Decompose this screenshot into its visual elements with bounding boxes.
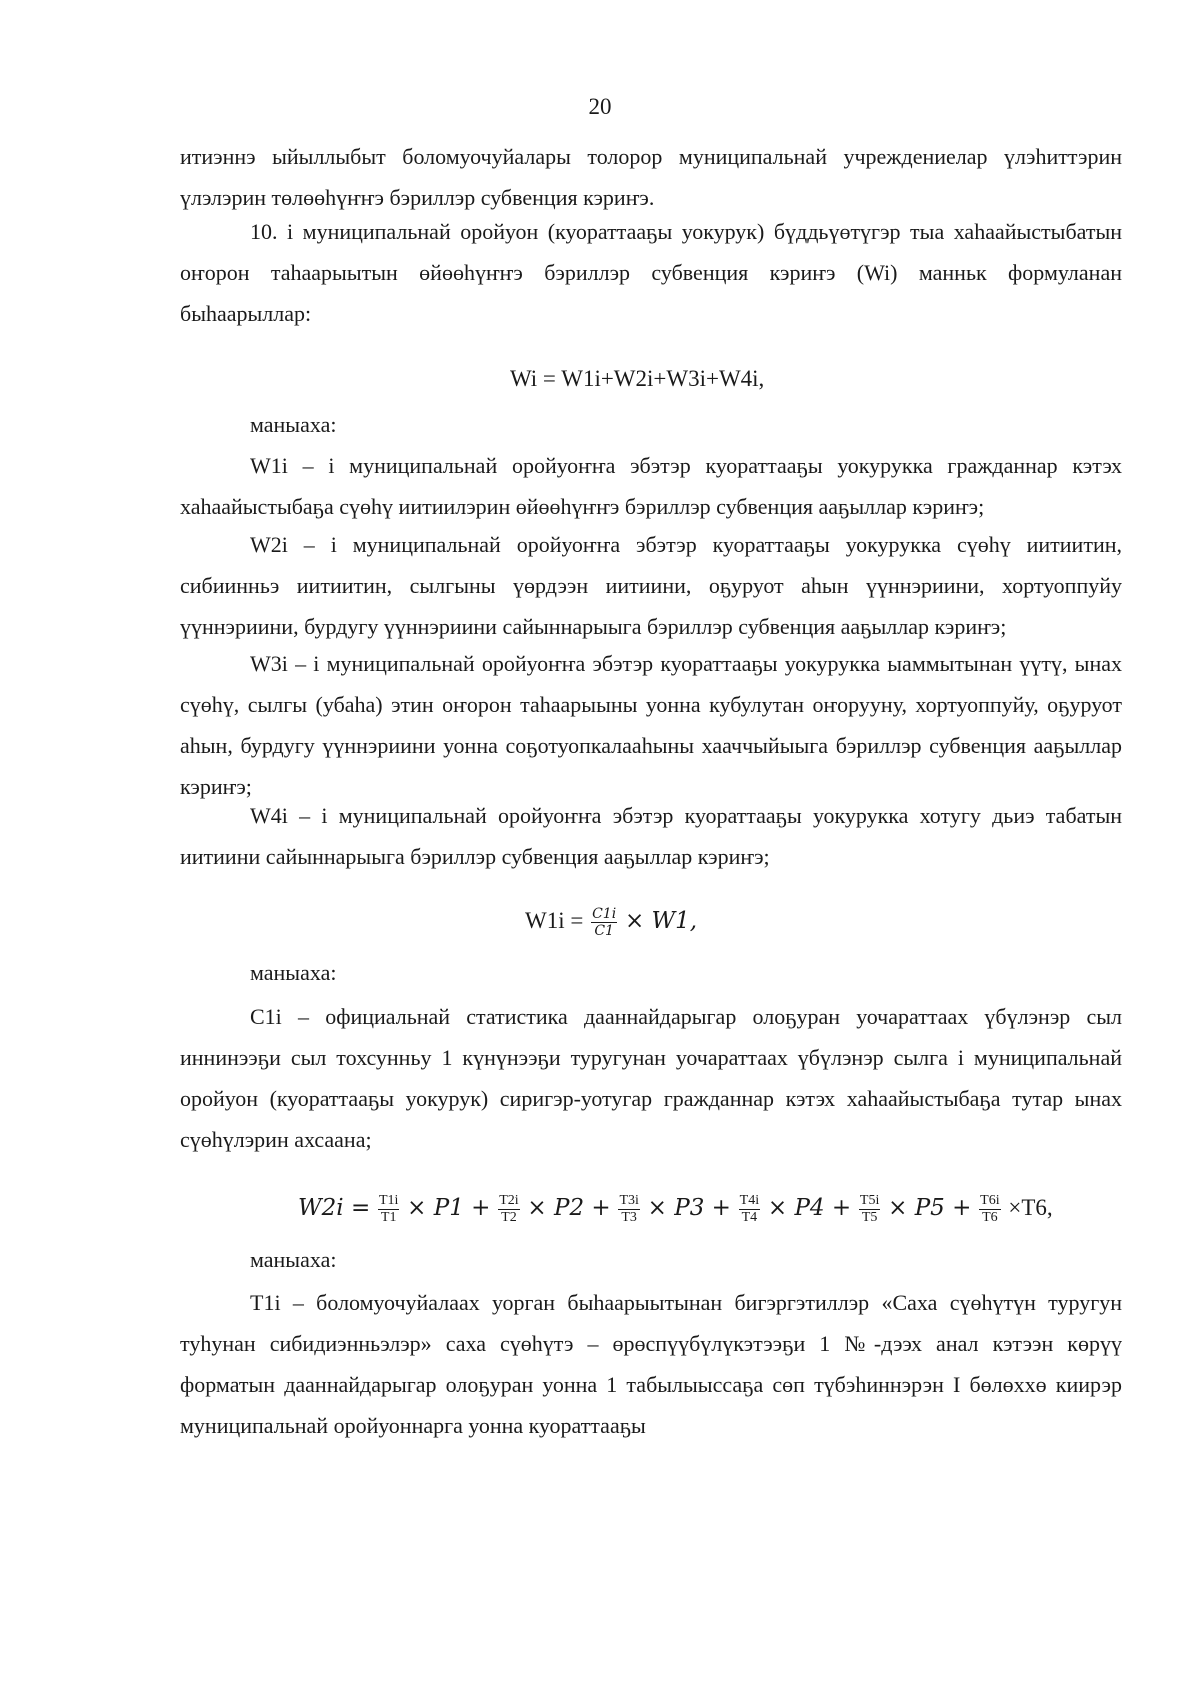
term-4-numerator: T4i [739,1193,760,1208]
formula-w1i-fraction [591,906,617,939]
definition-c1i: C1i – официальнай статистика дааннайдарыгар олоҕуран уочараттаах үбүлэнэр сыл иннинээҕи сыл тохсунньу 1 күнүнээҕи туругунан уочараттаах үбүлэнэр сылга i муниципальнай оройуон (куораттааҕы уокурук) сиригэр-уотугар гражданнар кэтэх хаһаайыстыбаҕа тутар ынах сүөһүлэрин ахсаана; [180,1004,1122,1152]
formula-w1i-rhs: × W1, [624,907,698,934]
term-5-operator: × P5 + [888,1194,972,1221]
fraction-numerator: C1i [592,906,617,922]
formula-w1i-lhs: W1i = [525,907,584,933]
term-1-numerator: T1i [378,1193,399,1208]
term-6-operator: ×T6, [1008,1194,1053,1220]
term-4-denominator: T4 [739,1209,760,1226]
term-1-denominator: T1 [378,1209,399,1226]
term-6-fraction [979,1193,1000,1226]
where-label-2: маныаха: [250,960,337,985]
term-5-numerator: T5i [859,1193,880,1208]
formula-wi: Wi = W1i+W2i+W3i+W4i, [510,366,765,391]
term-4-operator: × P4 + [767,1194,852,1221]
definition-w2i: W2i – i муниципальнай оройуоҥҥа эбэтэр куораттааҕы уокурукка сүөһү иитиитин, сибиинньэ иитиитин, сылгыны үөрдээн иитиини, оҕуруот аһын үүннэриини, хортуоппуйу үүннэриини, бурдугу үүннэриини сайыннарыыга бэриллэр субвенция ааҕыллар кэриҥэ; [180,532,1122,639]
term-6-denominator: T6 [979,1209,1000,1226]
formula-w2i [298,1193,1053,1226]
term-3-numerator: T3i [619,1193,639,1208]
term-1-fraction [378,1193,399,1226]
term-3-denominator: T3 [618,1209,639,1226]
term-6-numerator: T6i [980,1193,1000,1208]
definition-w3i: W3i – i муниципальнай оройуоҥҥа эбэтэр куораттааҕы уокурукка ыаммытынан үүтү, ынах сүөһү, сылгы (убаһа) этин оҥорон таһаарыыны уонна кубулутан оҥорууну, хортуоппуйу, оҕуруот аһын, бурдугу үүннэриини уонна соҕотуопкалааһыны хааччыйыыга бэриллэр субвенция ааҕыллар кэриҥэ; [180,651,1122,799]
formula-w1i [525,906,697,939]
term-5-denominator: T5 [859,1209,880,1226]
page-number: 20 [588,94,612,119]
definition-w4i: W4i – i муниципальнай оройуоҥҥа эбэтэр куораттааҕы уокурукка хотугу дьиэ табатын иитиини сайыннарыыга бэриллэр субвенция ааҕыллар кэриҥэ; [180,803,1122,869]
where-label-1: маныаха: [250,412,337,437]
term-2-operator: × P2 + [527,1194,611,1221]
fraction-denominator: C1 [591,922,617,939]
term-2-denominator: T2 [498,1209,519,1226]
term-5-fraction [859,1193,880,1226]
paragraph-10: 10. i муниципальнай оройуон (куораттааҕы уокурук) бүддьүөтүгэр тыа хаһаайыстыбатын оҥорон таһаарыытын өйөөһүҥҥэ бэриллэр субвенция кэриҥэ (Wi) манньк формуланан быһаарыллар: [180,219,1122,326]
term-1-operator: × P1 + [407,1194,491,1221]
definition-w1i: W1i – i муниципальнай оройуоҥҥа эбэтэр куораттааҕы уокурукка гражданнар кэтэх хаһаайыстыбаҕа сүөһү иитиилэрин өйөөһүҥҥэ бэриллэр субвенция ааҕыллар кэриҥэ; [180,453,1122,519]
where-label-3: маныаха: [250,1247,337,1272]
paragraph-continuation: итиэннэ ыйыллыбыт боломуочуйалары толорор муниципальнай учреждениелар үлэһиттэрин үлэлэрин төлөөһүҥҥэ бэриллэр субвенция кэриҥэ. [180,144,1122,210]
term-3-operator: × P3 + [647,1194,731,1221]
formula-w2i-lhs: W2i = [298,1194,371,1221]
definition-t1i: T1i – боломуочуйалаах уорган быһаарыытынан бигэргэтиллэр «Саха сүөһүтүн туругун туһунан сибидиэнньэлэр» саха сүөһүтэ – өрөспүүбүлүкэтээҕи 1 №-дээх анал кэтээн көрүү форматын дааннайдарыгар олоҕуран уонна 1 табылыыссаҕа сөп түбэһиннэрэн I бөлөххө киирэр муниципальнай оройуоннарга уонна куораттааҕы [180,1290,1122,1438]
term-3-fraction [618,1193,639,1226]
term-2-numerator: T2i [499,1193,519,1208]
term-2-fraction [498,1193,519,1226]
term-4-fraction [739,1193,760,1226]
